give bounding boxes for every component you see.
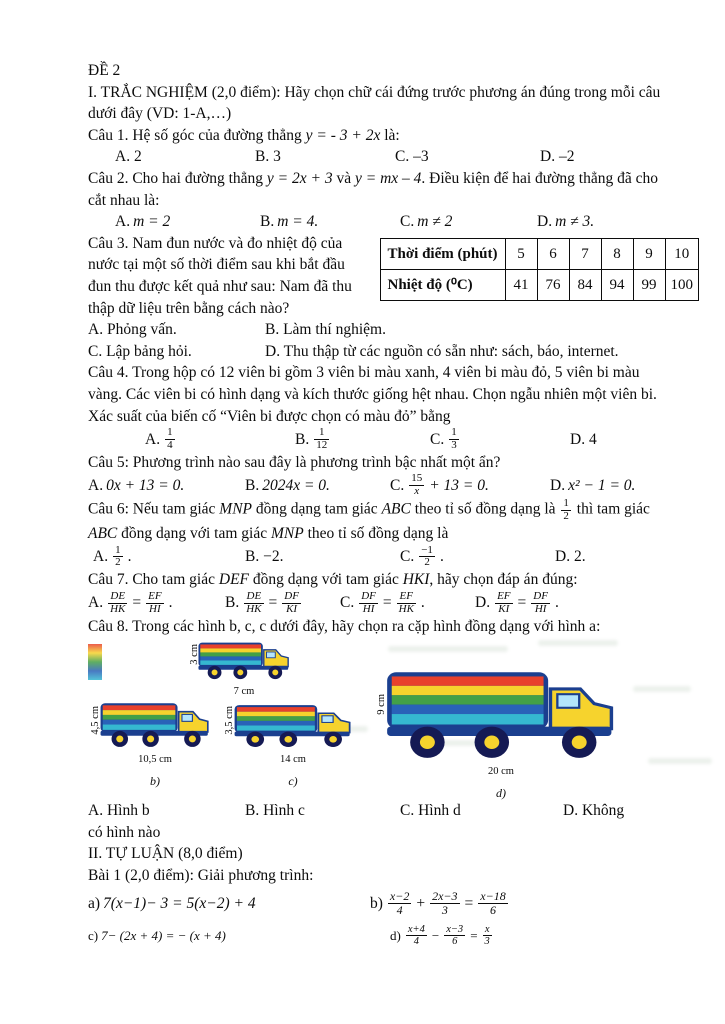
option-label: B. <box>245 477 260 495</box>
q8-option-a: A. Hình b <box>88 802 150 820</box>
option-label: C. <box>340 594 355 612</box>
q7-option-a <box>88 591 225 616</box>
fraction-denominator: 4 <box>388 903 411 917</box>
fraction-denominator: 2 <box>563 510 569 523</box>
q4-text: Câu 4. Trong hộp có 12 viên bi gồm 3 viên bi màu xanh, 4 viên bi màu đỏ, 5 viên bi màu vàng. Các viên bi có hình dạng và kích thước giống hệt nhau. Chọn ngẫu nhiên một viên bi. Xác suất của biến cố “Viên bi được chọn có màu đỏ” bằng <box>88 364 657 425</box>
q7-math-segment: DEF <box>218 571 250 589</box>
q1-options <box>88 146 661 168</box>
truck-a-width-label: 7 cm <box>233 686 255 698</box>
equation-label: d) <box>390 927 401 943</box>
q3-option-d: D. Thu thập từ các nguồn có sẵn như: sách, báo, internet. <box>265 342 619 360</box>
fraction-denominator: x <box>409 485 424 498</box>
option-math: m = 4. <box>277 213 319 231</box>
fraction-numerator: x−2 <box>389 889 410 904</box>
fraction <box>430 890 459 917</box>
option-label: A. <box>88 477 104 495</box>
truck-figure-b <box>90 700 210 792</box>
table-cell: 100 <box>665 269 699 300</box>
option-label: C. <box>430 430 445 448</box>
option-label: C. <box>390 477 405 495</box>
equation-expression: 7− (2x + 4) = − (x + 4) <box>101 927 226 943</box>
q6-text-segment: theo tỉ số đồng dạng là <box>303 524 449 542</box>
table-header-temp: Nhiệt độ (⁰C) <box>380 269 505 300</box>
q6-text-segment: đồng dạng tam giác <box>252 500 382 518</box>
equals-sign: = <box>464 894 474 912</box>
fraction <box>483 924 492 948</box>
q5-option-d <box>550 475 661 497</box>
fraction-denominator: 4 <box>406 935 427 947</box>
table-row <box>380 269 699 300</box>
fraction-numerator: 1 <box>115 543 121 556</box>
fraction-numerator: DF <box>533 589 548 602</box>
table-cell: 8 <box>601 238 633 269</box>
q5-options <box>88 473 661 498</box>
fraction <box>561 498 571 523</box>
q6-option-c <box>400 545 555 570</box>
fraction-numerator: 15 <box>411 472 423 485</box>
fraction-denominator: 2 <box>419 556 435 569</box>
fraction-denominator: 6 <box>478 903 507 917</box>
equals-sign: = <box>382 594 392 612</box>
q2-option-c <box>400 211 537 233</box>
truck-figure-d <box>376 666 616 804</box>
equals-sign: = <box>132 594 142 612</box>
fraction <box>108 591 127 616</box>
q6-option-d: D. 2. <box>555 548 586 566</box>
truck-a-height-label: 3 cm <box>189 644 200 665</box>
option-suffix: . <box>439 548 444 566</box>
fraction <box>397 591 416 616</box>
option-label: A. <box>145 430 161 448</box>
q4-option-d: D. 4 <box>570 430 597 448</box>
fraction-numerator: x+4 <box>407 923 425 935</box>
truck-b-width-label: 10,5 cm <box>138 754 172 766</box>
section1-heading: I. TRẮC NGHIỆM (2,0 điểm): Hãy chọn chữ cái đứng trước phương án đúng trong mỗi câu dưới đây (VD: 1-A,…) <box>88 83 661 123</box>
q6-text <box>88 498 661 544</box>
fraction <box>165 427 175 452</box>
truck-b-height-label: 4,5 cm <box>90 706 101 735</box>
fraction <box>146 591 163 616</box>
option-suffix: . <box>420 594 425 612</box>
truck-d-height-label: 9 cm <box>376 694 387 715</box>
q8-figure <box>88 640 661 798</box>
equation-label: a) <box>88 894 101 912</box>
fraction-denominator: 3 <box>451 438 457 451</box>
equation-d <box>390 924 661 948</box>
fraction-denominator: 6 <box>444 935 465 947</box>
q3-option-c: C. Lập bảng hỏi. <box>88 342 192 360</box>
q1-text-segment: là: <box>380 126 400 144</box>
q2-option-a <box>115 211 260 233</box>
cropped-image-edge <box>88 644 102 680</box>
option-label: B. <box>260 213 275 231</box>
fraction <box>449 427 459 452</box>
equation-b <box>370 890 661 917</box>
q1-option-c: C. –3 <box>395 148 429 166</box>
q2-text <box>88 168 661 211</box>
page-bleedthrough <box>648 758 712 764</box>
fraction-denominator: HK <box>398 602 414 615</box>
bai1-row2 <box>88 921 661 951</box>
option-suffix: . <box>554 594 559 612</box>
truck-d-image <box>386 666 616 760</box>
table-cell: 10 <box>665 238 699 269</box>
table-cell: 6 <box>537 238 569 269</box>
q7-option-b <box>225 591 340 616</box>
equation-label: b) <box>370 894 383 912</box>
fraction <box>444 924 465 948</box>
q2-text-segment: và <box>332 169 355 187</box>
q2-option-b <box>260 211 400 233</box>
fraction <box>419 545 435 570</box>
q1-text-segment: Câu 1. Hệ số góc của đường thẳng <box>88 126 306 144</box>
truck-d-name: d) <box>496 785 506 800</box>
option-math: m ≠ 3. <box>555 213 595 231</box>
option-label: D. <box>537 213 553 231</box>
q7-option-c <box>340 591 475 616</box>
equals-sign: = <box>517 594 527 612</box>
option-label: C. <box>400 213 415 231</box>
q7-text-segment: đồng dạng với tam giác <box>249 571 403 589</box>
fraction-numerator: x−18 <box>480 889 506 904</box>
fraction-denominator: KI <box>495 603 512 616</box>
q6-option-b: B. −2. <box>245 548 284 566</box>
q6-text-segment: Câu 6: Nếu tam giác <box>88 500 220 518</box>
truck-c-name: c) <box>288 773 298 788</box>
fraction-denominator: 2 <box>115 556 121 569</box>
q3-options-row2 <box>88 341 661 363</box>
q1-math-segment: y = - 3 + 2x <box>305 126 381 144</box>
q3-options-row1 <box>88 319 661 341</box>
fraction <box>244 591 263 616</box>
q5-text: Câu 5: Phương trình nào sau đây là phương trình bậc nhất một ẩn? <box>88 453 501 471</box>
fraction-numerator: DE <box>110 589 126 602</box>
equation-expression: 7(x−1)− 3 = 5(x−2) + 4 <box>103 894 256 912</box>
fraction-numerator: x−3 <box>446 923 464 935</box>
q1-option-b: B. 3 <box>255 148 281 166</box>
q6-text-segment: thì tam giác <box>572 500 650 518</box>
q1-option-d: D. –2 <box>540 148 575 166</box>
fraction-denominator: 4 <box>167 438 173 451</box>
q7-text-segment: Câu 7. Cho tam giác <box>88 571 219 589</box>
fraction-denominator: HK <box>246 602 262 615</box>
minus-sign: − <box>431 927 440 943</box>
q8-option-d: D. Không <box>563 802 625 820</box>
equation-c <box>88 925 390 947</box>
q7-math-segment: HKI <box>402 571 430 589</box>
table-cell: 7 <box>569 238 601 269</box>
q6-option-a <box>93 545 245 570</box>
fraction-denominator: HI <box>146 603 163 616</box>
fraction <box>113 545 123 570</box>
bai1-title: Bài 1 (2,0 điểm): Giải phương trình: <box>88 867 314 884</box>
option-math: x² − 1 = 0. <box>568 477 636 495</box>
table-cell: 94 <box>601 269 633 300</box>
fraction-numerator: EF <box>497 589 511 602</box>
equation-a <box>88 893 370 915</box>
q2-option-d <box>537 211 661 233</box>
q8-text: Câu 8. Trong các hình b, c, c dưới đây, hãy chọn ra cặp hình đồng dạng với hình a: <box>88 617 601 635</box>
fraction-denominator: HI <box>359 603 378 616</box>
q4-options <box>88 427 661 452</box>
q6-text-segment: đồng dạng với tam giác <box>117 524 271 542</box>
fraction-numerator: 1 <box>167 426 173 439</box>
option-math: 2024x = 0. <box>262 477 330 495</box>
fraction-numerator: DF <box>361 589 376 602</box>
q2-math-segment: y = mx – 4 <box>354 169 422 187</box>
fraction-numerator: 1 <box>318 426 325 439</box>
plus-sign: + <box>416 894 426 912</box>
q5-option-c <box>390 473 550 498</box>
table-cell: 5 <box>505 238 537 269</box>
table-cell: 41 <box>505 269 537 300</box>
fraction-numerator: EF <box>148 589 162 602</box>
fraction <box>359 591 378 616</box>
q7-text-segment: , hãy chọn đáp án đúng: <box>429 571 578 589</box>
table-cell: 9 <box>633 238 665 269</box>
q7-options <box>88 591 661 616</box>
q6-math-segment: ABC <box>381 500 411 518</box>
table-header-time: Thời điểm (phút) <box>380 238 505 269</box>
option-label: A. <box>93 548 109 566</box>
bai1-row1 <box>88 887 661 921</box>
option-math: m ≠ 2 <box>417 213 453 231</box>
table-row <box>380 238 699 269</box>
q8-option-d-wrap: có hình nào <box>88 823 161 841</box>
q3-temperature-table <box>380 238 700 301</box>
option-label: A. <box>115 213 131 231</box>
option-math: + 13 = 0. <box>429 477 489 495</box>
truck-figure-c <box>224 702 352 792</box>
q2-text-segment: Câu 2. Cho hai đường thẳng <box>88 169 267 187</box>
option-suffix: . <box>127 548 132 566</box>
page-bleedthrough <box>388 646 508 652</box>
q8-option-b: B. Hình c <box>245 802 305 820</box>
page-title: ĐỀ 2 <box>88 62 121 79</box>
option-label: B. <box>295 430 310 448</box>
equals-sign: = <box>268 594 278 612</box>
fraction-numerator: 2x−3 <box>432 889 458 904</box>
fraction-denominator: 3 <box>430 903 459 917</box>
fraction-numerator: DF <box>284 589 299 602</box>
q4-option-c <box>430 427 570 452</box>
q4-option-a <box>145 427 295 452</box>
fraction <box>409 473 424 498</box>
truck-d-width-label: 20 cm <box>488 766 514 778</box>
fraction <box>531 591 550 616</box>
fraction-denominator: HK <box>110 602 126 615</box>
q3-option-a: A. Phỏng vấn. <box>88 321 177 339</box>
fraction-numerator: −1 <box>421 543 433 556</box>
fraction <box>314 427 329 452</box>
fraction <box>388 890 411 917</box>
truck-c-width-label: 14 cm <box>280 754 306 766</box>
q4-option-b <box>295 427 430 452</box>
q1-text <box>88 125 661 147</box>
q3-text: Câu 3. Nam đun nước và đo nhiệt độ của nước tại một số thời điểm sau khi bắt đầu đun thu được kết quả như sau: Nam đã thu thập dữ liệu trên bằng cách nào? <box>88 234 352 317</box>
q6-math-segment: MNP <box>219 500 252 518</box>
q6-text-segment: theo tỉ số đồng dạng là <box>410 500 560 518</box>
page-bleedthrough <box>538 640 618 646</box>
fraction-denominator: KI <box>282 603 301 616</box>
q8-option-c: C. Hình d <box>400 802 461 820</box>
truck-c-image <box>234 702 352 748</box>
truck-b-image <box>100 700 210 748</box>
option-label: D. <box>550 477 566 495</box>
q6-options <box>88 545 661 570</box>
table-cell: 76 <box>537 269 569 300</box>
option-suffix: . <box>168 594 173 612</box>
table-cell: 99 <box>633 269 665 300</box>
fraction <box>478 890 507 917</box>
truck-b-name: b) <box>150 773 160 788</box>
section2-heading: II. TỰ LUẬN (8,0 điểm) <box>88 845 243 863</box>
q5-option-b <box>245 475 390 497</box>
fraction-numerator: EF <box>399 589 413 602</box>
fraction-denominator: HI <box>531 603 550 616</box>
q6-math-segment: MNP <box>270 524 304 542</box>
fraction-numerator: 1 <box>451 426 457 439</box>
table-cell: 84 <box>569 269 601 300</box>
truck-a-image <box>198 640 290 680</box>
equals-sign: = <box>470 927 478 943</box>
fraction-numerator: 1 <box>563 497 569 510</box>
q6-math-segment: ABC <box>88 524 118 542</box>
q2-options <box>88 211 661 233</box>
option-math: m = 2 <box>133 213 171 231</box>
option-label: D. <box>475 594 491 612</box>
fraction <box>282 591 301 616</box>
fraction <box>495 591 512 616</box>
truck-c-height-label: 3,5 cm <box>224 706 235 735</box>
option-math: 0x + 13 = 0. <box>106 477 185 495</box>
page-bleedthrough <box>633 686 691 692</box>
option-label: A. <box>88 594 104 612</box>
option-label: B. <box>225 594 240 612</box>
q2-text-segment: . Điều kiện để hai đường thẳng đã cho cắt nhau là: <box>88 169 658 209</box>
fraction-numerator: DE <box>246 589 262 602</box>
option-label: C. <box>400 548 415 566</box>
q3-block <box>88 233 693 319</box>
q2-math-segment: y = 2x + 3 <box>266 169 333 187</box>
fraction-denominator: 3 <box>484 936 490 948</box>
q5-option-a <box>88 475 245 497</box>
q1-option-a: A. 2 <box>115 148 142 166</box>
q7-text <box>88 569 661 591</box>
equation-label: c) <box>88 927 99 943</box>
fraction <box>406 924 427 948</box>
fraction-denominator: 12 <box>316 438 328 451</box>
fraction-numerator: x <box>484 923 490 935</box>
q7-option-d <box>475 591 661 616</box>
q3-option-b: B. Làm thí nghiệm. <box>265 321 386 339</box>
